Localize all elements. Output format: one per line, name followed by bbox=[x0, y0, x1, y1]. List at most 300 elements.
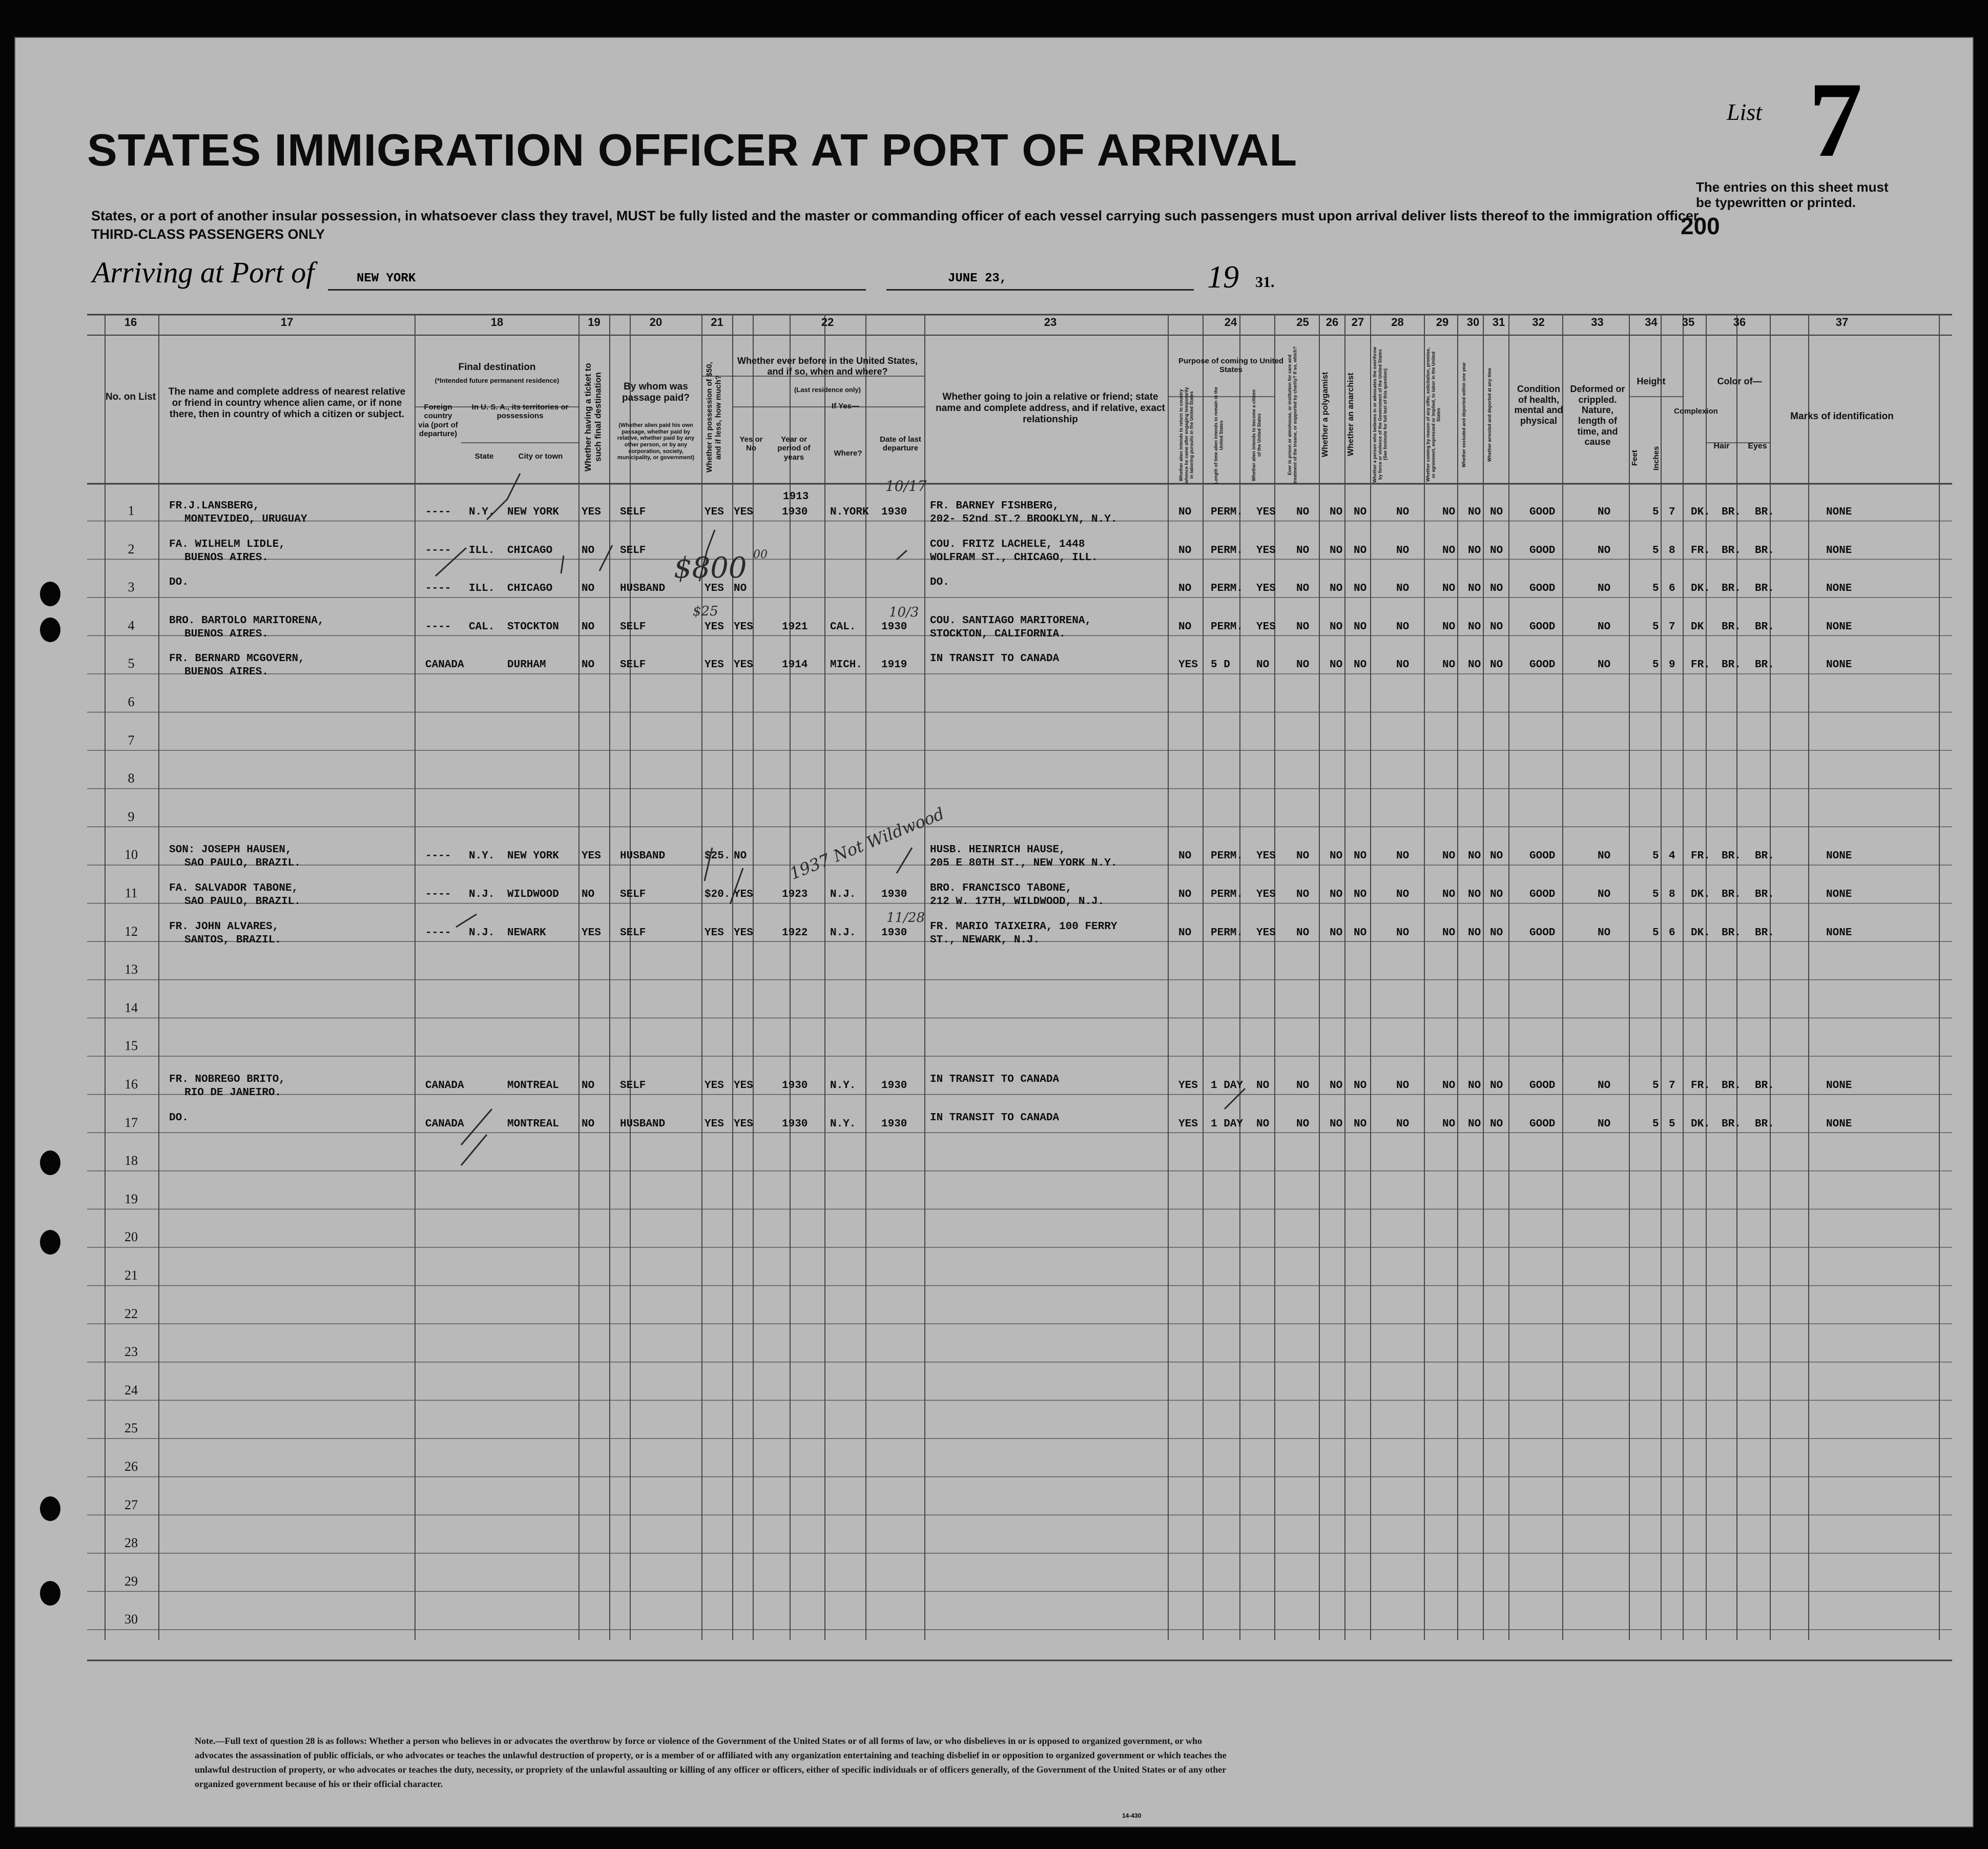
entry-c26: NO bbox=[1330, 544, 1343, 557]
entry-health: GOOD bbox=[1529, 544, 1556, 557]
entry-paid: SELF bbox=[620, 506, 646, 518]
entry-feet: 5 bbox=[1652, 621, 1659, 633]
entry-feet: 5 bbox=[1652, 1080, 1659, 1092]
entry-paid: SELF bbox=[620, 659, 646, 671]
entry-where: CAL. bbox=[830, 621, 856, 633]
entry-rel2: SAO PAULO, BRAZIL. bbox=[184, 857, 301, 870]
entry-c31: NO bbox=[1490, 1118, 1503, 1130]
entry-paid: SELF bbox=[620, 927, 646, 939]
list-label: List bbox=[1727, 99, 1763, 125]
entry-c28: NO bbox=[1396, 889, 1410, 900]
entry-complexion: DK. bbox=[1691, 583, 1710, 595]
entry-p2: 1 DAY bbox=[1211, 1118, 1244, 1130]
entry-p3: YES bbox=[1256, 927, 1276, 939]
entry-join1: COU. FRITZ LACHELE, 1448 bbox=[930, 538, 1085, 550]
entry-c28: NO bbox=[1396, 850, 1410, 862]
no-on-list-heading: No. on List bbox=[105, 392, 156, 402]
entry-fifty: YES bbox=[705, 927, 724, 939]
entry-join1: HUSB. HEINRICH HAUSE, bbox=[930, 844, 1066, 856]
check-marks bbox=[15, 38, 1973, 1826]
entry-p2: PERM. bbox=[1211, 583, 1244, 595]
row-number: 29 bbox=[125, 1573, 138, 1589]
entry-complexion: DK. bbox=[1691, 889, 1710, 900]
entry-feet: 5 bbox=[1652, 850, 1659, 862]
entry-health: GOOD bbox=[1529, 506, 1556, 518]
entry-deformed: NO bbox=[1598, 583, 1611, 595]
final-destination-note: (*Intended future permanent residence) bbox=[434, 377, 560, 384]
entry-year: 1921 bbox=[782, 621, 808, 633]
entry-rel1: DO. bbox=[169, 1112, 189, 1124]
class-label: THIRD-CLASS PASSENGERS ONLY bbox=[91, 227, 325, 242]
entry-paid: HUSBAND bbox=[620, 1118, 666, 1130]
row-number: 13 bbox=[125, 962, 138, 977]
entry-ticket: NO bbox=[582, 621, 595, 633]
entry-c31: NO bbox=[1490, 659, 1503, 671]
entry-c29: NO bbox=[1442, 506, 1456, 518]
entry-marks: NONE bbox=[1826, 1118, 1852, 1130]
entry-c27: NO bbox=[1354, 506, 1367, 518]
entry-eyes: BR. bbox=[1755, 850, 1774, 862]
col-17-number: 17 bbox=[280, 316, 294, 328]
marks-heading: Marks of identification bbox=[1790, 411, 1894, 422]
col-35-number: 35 bbox=[1682, 316, 1695, 328]
entry-feet: 5 bbox=[1652, 583, 1659, 595]
manifest-sheet bbox=[14, 37, 1974, 1827]
entry-before: YES bbox=[734, 659, 753, 671]
entry-hair: BR. bbox=[1722, 583, 1741, 595]
entry-c31: NO bbox=[1490, 621, 1503, 633]
arriving-label: Arriving at Port of bbox=[92, 256, 315, 289]
height-heading: Height bbox=[1637, 376, 1666, 386]
entry-rel2: BUENOS AIRES. bbox=[184, 628, 268, 640]
entry-before: YES bbox=[734, 621, 753, 633]
entry-dep: 1930 bbox=[881, 1080, 907, 1092]
entry-year: 1930 bbox=[782, 506, 808, 518]
entry-p3: YES bbox=[1256, 850, 1276, 862]
entry-foreign: CANADA bbox=[425, 659, 464, 671]
col-29-heading: Whether coming by reason of any offer, solicitation, promise, or agreement, expressed or implied, to labor in the United States bbox=[1425, 347, 1441, 482]
handwritten-departure-r4: 10/3 bbox=[889, 605, 919, 620]
col-20-number: 20 bbox=[649, 316, 662, 328]
entry-paid: SELF bbox=[620, 544, 646, 557]
entry-c27: NO bbox=[1354, 659, 1367, 671]
entry-c29: NO bbox=[1442, 659, 1456, 671]
row-number: 26 bbox=[125, 1459, 138, 1474]
entry-ticket: YES bbox=[582, 850, 601, 862]
row-number: 14 bbox=[125, 1000, 138, 1015]
entry-fifty: YES bbox=[705, 659, 724, 671]
entry-join1: IN TRANSIT TO CANADA bbox=[930, 653, 1060, 665]
handwritten-amount-r2: $800 bbox=[674, 551, 747, 585]
row-number: 10 bbox=[125, 847, 138, 862]
entry-c25: NO bbox=[1296, 621, 1310, 633]
entry-rel1: FR. JOHN ALVARES, bbox=[169, 920, 279, 933]
entry-c31: NO bbox=[1490, 506, 1503, 518]
entry-c29: NO bbox=[1442, 889, 1456, 900]
entry-city: DURHAM bbox=[507, 659, 546, 671]
entry-fifty: YES bbox=[705, 506, 724, 518]
form-number: 14-430 bbox=[1122, 1812, 1142, 1819]
binder-hole bbox=[40, 618, 60, 642]
entry-marks: NONE bbox=[1826, 583, 1852, 595]
entry-p2: PERM. bbox=[1211, 889, 1244, 900]
entry-p1: NO bbox=[1178, 544, 1192, 557]
entry-p1: NO bbox=[1178, 621, 1192, 633]
entry-health: GOOD bbox=[1529, 659, 1556, 671]
entry-join1: COU. SANTIAGO MARITORENA, bbox=[930, 614, 1092, 627]
entry-before: NO bbox=[734, 850, 747, 862]
col-25-heading: Ever in prison or almshouse, or institution for care and treatment of the insane, or supported by charity? If so, which? bbox=[1287, 346, 1298, 483]
entry-c27: NO bbox=[1354, 927, 1367, 939]
entry-foreign: ---- bbox=[425, 850, 451, 862]
entry-city: STOCKTON bbox=[507, 621, 559, 633]
col-29-number: 29 bbox=[1436, 316, 1449, 328]
entry-p1: NO bbox=[1178, 583, 1192, 595]
entry-join1: BRO. FRANCISCO TABONE, bbox=[930, 882, 1072, 894]
date-departure-heading: Date of last departure bbox=[880, 435, 921, 453]
col-37-number: 37 bbox=[1835, 316, 1849, 328]
entry-complexion: FR. bbox=[1691, 544, 1710, 557]
final-destination-heading: Final destination bbox=[458, 362, 536, 373]
entry-hair: BR. bbox=[1722, 1080, 1741, 1092]
entry-p1: YES bbox=[1178, 1080, 1198, 1092]
row-number: 8 bbox=[128, 771, 135, 786]
entry-ticket: YES bbox=[582, 927, 601, 939]
entry-rel1: FA. WILHELM LIDLE, bbox=[169, 538, 285, 550]
entry-hair: BR. bbox=[1722, 1118, 1741, 1130]
row-number: 16 bbox=[125, 1077, 138, 1092]
entry-where: N.J. bbox=[830, 927, 856, 939]
col-25-number: 25 bbox=[1296, 316, 1309, 328]
entry-c31: NO bbox=[1490, 927, 1503, 939]
entry-rel1: FA. SALVADOR TABONE, bbox=[169, 882, 299, 894]
row-number: 11 bbox=[125, 886, 138, 900]
entry-join2: STOCKTON, CALIFORNIA. bbox=[930, 628, 1066, 640]
entry-health: GOOD bbox=[1529, 621, 1556, 633]
entry-ticket: YES bbox=[582, 506, 601, 518]
entry-p3: NO bbox=[1256, 1080, 1270, 1092]
possession-50-heading: Whether in possession of $50, and if less, how much? bbox=[705, 362, 723, 472]
entry-marks: NONE bbox=[1826, 927, 1852, 939]
entry-inches: 5 bbox=[1669, 1118, 1675, 1130]
entry-eyes: BR. bbox=[1755, 1118, 1774, 1130]
entry-c28: NO bbox=[1396, 583, 1410, 595]
entry-where: N.YORK bbox=[830, 506, 869, 518]
entry-dep: 1930 bbox=[881, 1118, 907, 1130]
join-relative-heading: Whether going to join a relative or friend; state name and complete address, and if relative, exact relationship bbox=[936, 392, 1165, 425]
entry-c29: NO bbox=[1442, 1118, 1456, 1130]
row-number: 30 bbox=[125, 1612, 138, 1627]
entry-complexion: DK. bbox=[1691, 1118, 1710, 1130]
entry-eyes: BR. bbox=[1755, 621, 1774, 633]
entry-hair: BR. bbox=[1722, 659, 1741, 671]
entry-rel2: BUENOS AIRES. bbox=[184, 666, 268, 679]
feet-heading: Feet bbox=[1630, 450, 1639, 466]
entry-join2: 205 E 80TH ST., NEW YORK N.Y. bbox=[930, 857, 1117, 870]
entry-c30: NO bbox=[1468, 1118, 1481, 1130]
entry-c28: NO bbox=[1396, 659, 1410, 671]
in-usa-heading: In U. S. A., its territories or possessions bbox=[471, 403, 569, 421]
purpose-c-heading: Whether alien intends to become a citizen of the United States bbox=[1251, 389, 1262, 481]
entry-marks: NONE bbox=[1826, 621, 1852, 633]
entry-rel1: FR. BERNARD MCGOVERN, bbox=[169, 653, 305, 665]
entry-health: GOOD bbox=[1529, 889, 1556, 900]
entry-p2: PERM. bbox=[1211, 544, 1244, 557]
entry-foreign: ---- bbox=[425, 583, 451, 595]
binder-hole bbox=[40, 1496, 60, 1521]
entry-where: N.Y. bbox=[830, 1118, 856, 1130]
entry-rel1: BRO. BARTOLO MARITORENA, bbox=[169, 614, 324, 627]
entry-p2: PERM. bbox=[1211, 927, 1244, 939]
entry-c27: NO bbox=[1354, 621, 1367, 633]
entry-ticket: NO bbox=[582, 583, 595, 595]
entry-c31: NO bbox=[1490, 850, 1503, 862]
entry-complexion: FR. bbox=[1691, 659, 1710, 671]
entries-note: The entries on this sheet must bbox=[1696, 179, 1889, 195]
entry-fifty: YES bbox=[705, 1118, 724, 1130]
entry-deformed: NO bbox=[1598, 927, 1611, 939]
entry-feet: 5 bbox=[1652, 506, 1659, 518]
col-26-number: 26 bbox=[1326, 316, 1339, 328]
entry-c28: NO bbox=[1396, 1080, 1410, 1092]
entry-complexion: DK. bbox=[1691, 506, 1710, 518]
entry-dep: 1930 bbox=[881, 927, 907, 939]
entry-eyes: BR. bbox=[1755, 506, 1774, 518]
row-number: 21 bbox=[125, 1268, 138, 1283]
entry-before: YES bbox=[734, 927, 753, 939]
entry-p2: 1 DAY bbox=[1211, 1080, 1244, 1092]
entry-c25: NO bbox=[1296, 889, 1310, 900]
entry-c29: NO bbox=[1442, 927, 1456, 939]
entry-c31: NO bbox=[1490, 1080, 1503, 1092]
entry-c27: NO bbox=[1354, 1080, 1367, 1092]
entry-health: GOOD bbox=[1529, 850, 1556, 862]
row-number: 15 bbox=[125, 1038, 138, 1054]
entry-c29: NO bbox=[1442, 544, 1456, 557]
relative-friend-heading: The name and complete address of nearest relative or friend in country whence alien came, or if none there, then in country of which a citizen or subject. bbox=[168, 386, 406, 420]
entry-year-top: 1913 bbox=[783, 491, 809, 503]
entry-c29: NO bbox=[1442, 583, 1456, 595]
entry-state: N.Y. bbox=[469, 506, 495, 518]
entry-c26: NO bbox=[1330, 889, 1343, 900]
entry-p3: YES bbox=[1256, 506, 1276, 518]
entry-c28: NO bbox=[1396, 621, 1410, 633]
complexion-heading: Complexion bbox=[1674, 407, 1718, 416]
entry-ticket: NO bbox=[582, 659, 595, 671]
entry-state: ILL. bbox=[469, 544, 495, 557]
entry-foreign: ---- bbox=[425, 927, 451, 939]
entry-c27: NO bbox=[1354, 544, 1367, 557]
entry-complexion: FR. bbox=[1691, 1080, 1710, 1092]
entry-foreign: ---- bbox=[425, 621, 451, 633]
entry-hair: BR. bbox=[1722, 544, 1741, 557]
entry-feet: 5 bbox=[1652, 659, 1659, 671]
entry-year: 1930 bbox=[782, 1080, 808, 1092]
entry-hair: BR. bbox=[1722, 889, 1741, 900]
entry-where: N.Y. bbox=[830, 1080, 856, 1092]
entry-c25: NO bbox=[1296, 1118, 1310, 1130]
entry-p1: NO bbox=[1178, 927, 1192, 939]
col-27-number: 27 bbox=[1351, 316, 1364, 328]
by-whom-paid-note: (Whether alien paid his own passage, whether paid by relative, whether paid by any other person, or by any corporation, society, municipality, or government) bbox=[617, 422, 695, 461]
entry-c25: NO bbox=[1296, 583, 1310, 595]
entry-fifty: YES bbox=[705, 1080, 724, 1092]
entry-ticket: NO bbox=[582, 1080, 595, 1092]
condition-heading: Condition of health, mental and physical bbox=[1514, 384, 1563, 426]
entry-hair: BR. bbox=[1722, 621, 1741, 633]
entry-p2: PERM. bbox=[1211, 621, 1244, 633]
entry-c25: NO bbox=[1296, 506, 1310, 518]
row-number: 25 bbox=[125, 1421, 138, 1436]
entry-dep: 1919 bbox=[881, 659, 907, 671]
entry-marks: NONE bbox=[1826, 506, 1852, 518]
entry-dep: 1930 bbox=[881, 621, 907, 633]
handwritten-note-r11: 1937 Not Wildwood bbox=[786, 804, 947, 884]
entry-paid: SELF bbox=[620, 889, 646, 900]
entry-foreign: ---- bbox=[425, 889, 451, 900]
ever-before-heading: Whether ever before in the United States, and if so, when and where? bbox=[737, 356, 918, 377]
entry-join2: ST., NEWARK, N.J. bbox=[930, 934, 1040, 946]
entry-paid: SELF bbox=[620, 621, 646, 633]
entry-p2: PERM. bbox=[1211, 850, 1244, 862]
yes-no-heading: Yes or No bbox=[739, 435, 763, 453]
entry-c30: NO bbox=[1468, 1080, 1481, 1092]
entry-year: 1922 bbox=[782, 927, 808, 939]
entry-city: NEW YORK bbox=[507, 506, 559, 518]
row-number: 27 bbox=[125, 1497, 138, 1512]
entry-deformed: NO bbox=[1598, 889, 1611, 900]
row-number: 6 bbox=[128, 694, 135, 709]
row-number: 3 bbox=[128, 580, 135, 595]
entry-inches: 4 bbox=[1669, 850, 1675, 862]
entry-c25: NO bbox=[1296, 927, 1310, 939]
row-number: 24 bbox=[125, 1382, 138, 1398]
col-30-heading: Whether excluded and deported within one year bbox=[1461, 362, 1466, 467]
purpose-b-heading: Length of time alien intends to remain in the United States bbox=[1213, 386, 1224, 484]
col-32-number: 32 bbox=[1532, 316, 1545, 328]
entry-ticket: NO bbox=[582, 889, 595, 900]
entry-year: 1930 bbox=[782, 1118, 808, 1130]
col-22-number: 22 bbox=[821, 316, 834, 328]
page-title: STATES IMMIGRATION OFFICER AT PORT OF ARRIVAL bbox=[87, 125, 1298, 175]
entry-rel2: SANTOS, BRAZIL. bbox=[184, 934, 282, 946]
entry-c27: NO bbox=[1354, 889, 1367, 900]
entry-fifty: $20. bbox=[705, 889, 731, 900]
entry-join2: 202- 52nd ST.? BROOKLYN, N.Y. bbox=[930, 513, 1117, 525]
entry-p1: YES bbox=[1178, 659, 1198, 671]
if-yes-heading: If Yes— bbox=[832, 402, 859, 410]
entry-eyes: BR. bbox=[1755, 927, 1774, 939]
entry-health: GOOD bbox=[1529, 927, 1556, 939]
col-28-heading: Whether a person who believes in or advocates the overthrow by force or violence of the Government of the United States (See footnote for full text of this question) bbox=[1372, 346, 1388, 483]
entry-rel1: FR.J.LANSBERG, bbox=[169, 500, 260, 512]
entry-fifty: YES bbox=[705, 583, 724, 595]
entry-c25: NO bbox=[1296, 659, 1310, 671]
row-number: 23 bbox=[125, 1344, 138, 1360]
entry-p3: YES bbox=[1256, 583, 1276, 595]
entry-c27: NO bbox=[1354, 850, 1367, 862]
entry-c26: NO bbox=[1330, 621, 1343, 633]
row-number: 20 bbox=[125, 1229, 138, 1245]
entry-ticket: NO bbox=[582, 1118, 595, 1130]
entry-c31: NO bbox=[1490, 889, 1503, 900]
entry-paid: SELF bbox=[620, 1080, 646, 1092]
where-heading: Where? bbox=[834, 449, 862, 458]
entry-feet: 5 bbox=[1652, 889, 1659, 900]
instructions-line: States, or a port of another insular possession, in whatsoever class they travel, MUST be fully listed and the master or commanding officer of each vessel carrying such passengers must upon arrival deliver lists thereof to the immigration officer bbox=[91, 208, 1699, 223]
entry-health: GOOD bbox=[1529, 1118, 1556, 1130]
entry-rel1: DO. bbox=[169, 577, 189, 589]
entry-c30: NO bbox=[1468, 850, 1481, 862]
entry-c26: NO bbox=[1330, 1118, 1343, 1130]
entry-foreign: CANADA bbox=[425, 1080, 464, 1092]
entry-c28: NO bbox=[1396, 506, 1410, 518]
entry-p3: YES bbox=[1256, 544, 1276, 557]
passenger-count: 200 bbox=[1681, 213, 1720, 239]
entry-p3: YES bbox=[1256, 889, 1276, 900]
entry-p2: 5 D bbox=[1211, 659, 1230, 671]
purpose-heading: Purpose of coming to United States bbox=[1178, 357, 1283, 375]
entry-health: GOOD bbox=[1529, 583, 1556, 595]
entry-p1: NO bbox=[1178, 850, 1192, 862]
entry-state: N.J. bbox=[469, 927, 495, 939]
last-residence-note: (Last residence only) bbox=[794, 386, 861, 394]
purpose-a-heading: Whether alien intends to return to country whence he came after engaging temporarily in laboring pursuits in the United States bbox=[1178, 387, 1194, 483]
entry-feet: 5 bbox=[1652, 1118, 1659, 1130]
entry-eyes: BR. bbox=[1755, 583, 1774, 595]
row-number: 4 bbox=[128, 618, 135, 633]
year-suffix: 31. bbox=[1255, 274, 1275, 291]
row-number: 22 bbox=[125, 1306, 138, 1321]
col-33-number: 33 bbox=[1591, 316, 1604, 328]
entry-inches: 7 bbox=[1669, 506, 1675, 518]
entry-p3: YES bbox=[1256, 621, 1276, 633]
entry-c30: NO bbox=[1468, 506, 1481, 518]
foreign-country-heading: Foreign country via (port of departure) bbox=[418, 403, 458, 438]
entry-rel2: RIO DE JANEIRO. bbox=[184, 1087, 282, 1099]
entry-fifty: YES bbox=[705, 621, 724, 633]
date-value: JUNE 23, bbox=[948, 272, 1007, 285]
entry-rel1: FR. NOBREGO BRITO, bbox=[169, 1074, 285, 1085]
entry-where: N.J. bbox=[830, 889, 856, 900]
entry-complexion: DK bbox=[1691, 621, 1704, 633]
entry-c26: NO bbox=[1330, 506, 1343, 518]
entry-c30: NO bbox=[1468, 583, 1481, 595]
row-number: 9 bbox=[128, 809, 135, 824]
entry-deformed: NO bbox=[1598, 1080, 1611, 1092]
entry-c30: NO bbox=[1468, 621, 1481, 633]
entry-before: YES bbox=[734, 1118, 753, 1130]
entry-p2: PERM. bbox=[1211, 506, 1244, 518]
row-number: 18 bbox=[125, 1153, 138, 1168]
entry-dep: 1930 bbox=[881, 889, 907, 900]
entry-state: N.Y. bbox=[469, 850, 495, 862]
entry-rel2: BUENOS AIRES. bbox=[184, 551, 268, 564]
entry-dep: 1930 bbox=[881, 506, 907, 518]
col-19-number: 19 bbox=[588, 316, 600, 328]
ticket-heading: Whether having a ticket to such final destination bbox=[583, 363, 603, 471]
list-number: 7 bbox=[1809, 60, 1862, 179]
entry-before: YES bbox=[734, 506, 753, 518]
entry-c30: NO bbox=[1468, 544, 1481, 557]
entry-deformed: NO bbox=[1598, 621, 1611, 633]
entry-inches: 6 bbox=[1669, 927, 1675, 939]
entry-c27: NO bbox=[1354, 583, 1367, 595]
row-number: 19 bbox=[125, 1191, 138, 1206]
entry-c31: NO bbox=[1490, 544, 1503, 557]
col-36-number: 36 bbox=[1733, 316, 1746, 328]
hair-heading: Hair bbox=[1713, 442, 1730, 450]
